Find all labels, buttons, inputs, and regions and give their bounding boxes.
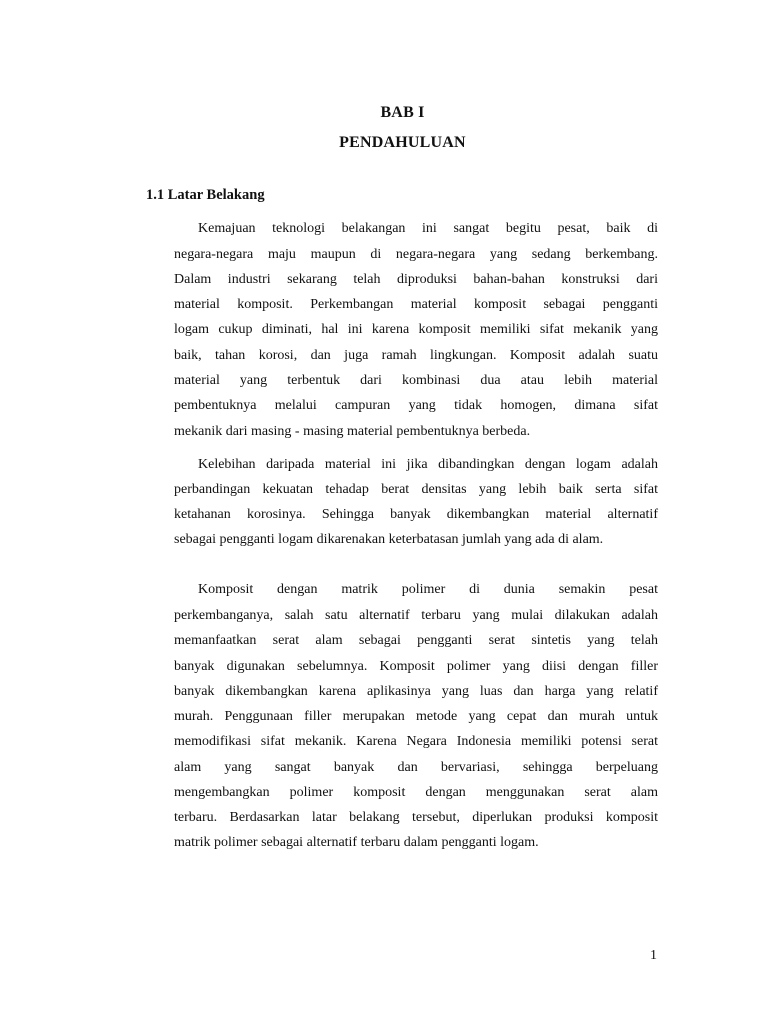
paragraph-line: baik, tahan korosi, dan juga ramah lingkungan. Komposit adalah suatu	[174, 348, 658, 363]
page-number: 1	[650, 948, 657, 963]
paragraph-line: memodifikasi sifat mekanik. Karena Negara Indonesia memiliki potensi serat	[174, 734, 658, 749]
paragraph-line: negara-negara maju maupun di negara-negara yang sedang berkembang.	[174, 247, 658, 262]
paragraph-line: alam yang sangat banyak dan bervariasi, sehingga berpeluang	[174, 760, 658, 775]
section-heading: 1.1 Latar Belakang	[146, 187, 265, 203]
paragraph-line: Kelebihan daripada material ini jika dibandingkan dengan logam adalah	[198, 457, 658, 472]
paragraph-line: material komposit. Perkembangan material komposit sebagai pengganti	[174, 297, 658, 312]
paragraph-line: pembentuknya melalui campuran yang tidak homogen, dimana sifat	[174, 398, 658, 413]
paragraph-line: Komposit dengan matrik polimer di dunia semakin pesat	[198, 582, 658, 597]
paragraph-line: murah. Penggunaan filler merupakan metode yang cepat dan murah untuk	[174, 709, 658, 724]
paragraph-line: material yang terbentuk dari kombinasi dua atau lebih material	[174, 373, 658, 388]
chapter-title: PENDAHULUAN	[339, 134, 466, 151]
paragraph-line: Dalam industri sekarang telah diproduksi bahan-bahan konstruksi dari	[174, 272, 658, 287]
paragraph-line: banyak digunakan sebelumnya. Komposit polimer yang diisi dengan filler	[174, 659, 658, 674]
chapter-label: BAB I	[380, 104, 425, 121]
paragraph-line: logam cukup diminati, hal ini karena komposit memiliki sifat mekanik yang	[174, 322, 658, 337]
paragraph-line: banyak dikembangkan karena aplikasinya yang luas dan harga yang relatif	[174, 684, 658, 699]
paragraph-line: memanfaatkan serat alam sebagai pengganti serat sintetis yang telah	[174, 633, 658, 648]
paragraph-line: mengembangkan polimer komposit dengan menggunakan serat alam	[174, 785, 658, 800]
paragraph-line: matrik polimer sebagai alternatif terbaru dalam pengganti logam.	[174, 835, 539, 850]
paragraph-line: Kemajuan teknologi belakangan ini sangat begitu pesat, baik di	[198, 221, 658, 236]
paragraph-line: ketahanan korosinya. Sehingga banyak dikembangkan material alternatif	[174, 507, 658, 522]
paragraph-line: mekanik dari masing - masing material pembentuknya berbeda.	[174, 424, 531, 439]
paragraph-line: perbandingan kekuatan tehadap berat densitas yang lebih baik serta sifat	[174, 482, 658, 497]
paragraph-line: perkembanganya, salah satu alternatif terbaru yang mulai dilakukan adalah	[174, 608, 658, 623]
paragraph-line: terbaru. Berdasarkan latar belakang tersebut, diperlukan produksi komposit	[174, 810, 658, 825]
paragraph-line: sebagai pengganti logam dikarenakan keterbatasan jumlah yang ada di alam.	[174, 532, 604, 547]
